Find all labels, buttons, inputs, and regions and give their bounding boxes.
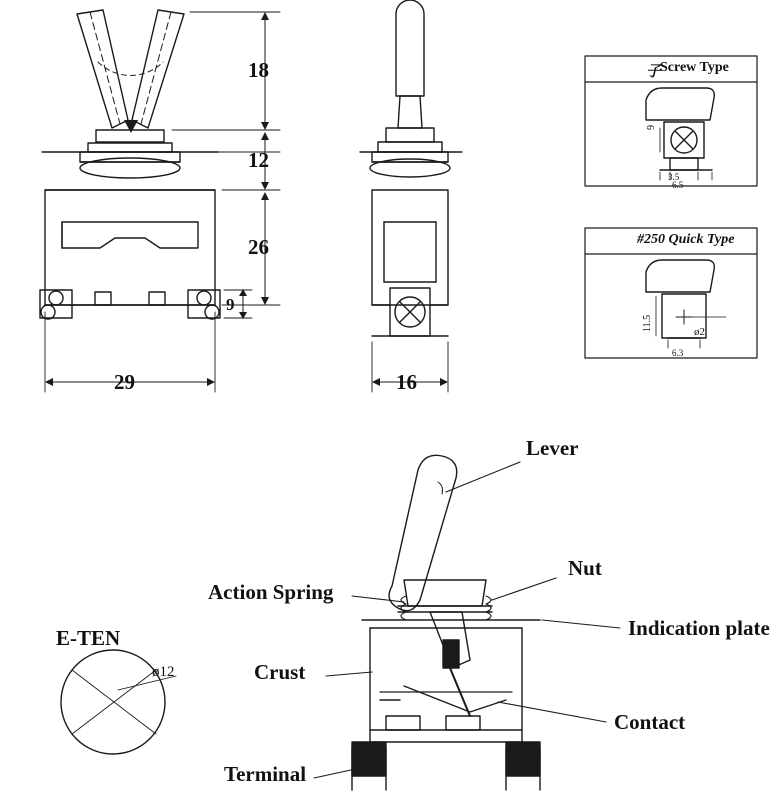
callout-action-spring: Action Spring — [208, 580, 334, 604]
dim-lever-travel: 18 — [248, 58, 269, 82]
callout-nut: Nut — [568, 556, 602, 580]
screw-type-dim-b: 6.5 — [672, 180, 684, 190]
screw-type-dim-a: 3.5 — [668, 172, 680, 182]
side-view-group — [360, 0, 462, 392]
quick-type-dim-height: 11.5 — [642, 314, 653, 332]
screw-type-title: Screw Type — [660, 60, 729, 75]
cutaway-assembly — [314, 455, 620, 790]
front-view-group — [40, 10, 280, 392]
callout-crust: Crust — [254, 660, 306, 684]
dim-terminal-height: 9 — [226, 295, 235, 314]
callout-terminal: Terminal — [224, 762, 307, 786]
screw-type-dim-height: 9 — [646, 125, 657, 130]
callout-indication-plate: Indication plate — [628, 616, 770, 640]
dim-body-width: 29 — [114, 370, 135, 394]
screw-type-title-prefix: 子 — [646, 64, 662, 80]
hole-diameter-label: ø12 — [152, 664, 175, 680]
callout-contact: Contact — [614, 710, 686, 734]
brand-label: E-TEN — [56, 626, 121, 650]
dim-body-height: 26 — [248, 235, 269, 259]
dim-bushing-height: 12 — [248, 148, 269, 172]
callout-lever: Lever — [526, 436, 579, 460]
dim-body-depth: 16 — [396, 370, 417, 394]
quick-type-dim-dia: ø2 — [694, 326, 705, 338]
quick-type-dim-width: 6.3 — [672, 348, 684, 358]
quick-type-title: #250 Quick Type — [637, 232, 735, 247]
